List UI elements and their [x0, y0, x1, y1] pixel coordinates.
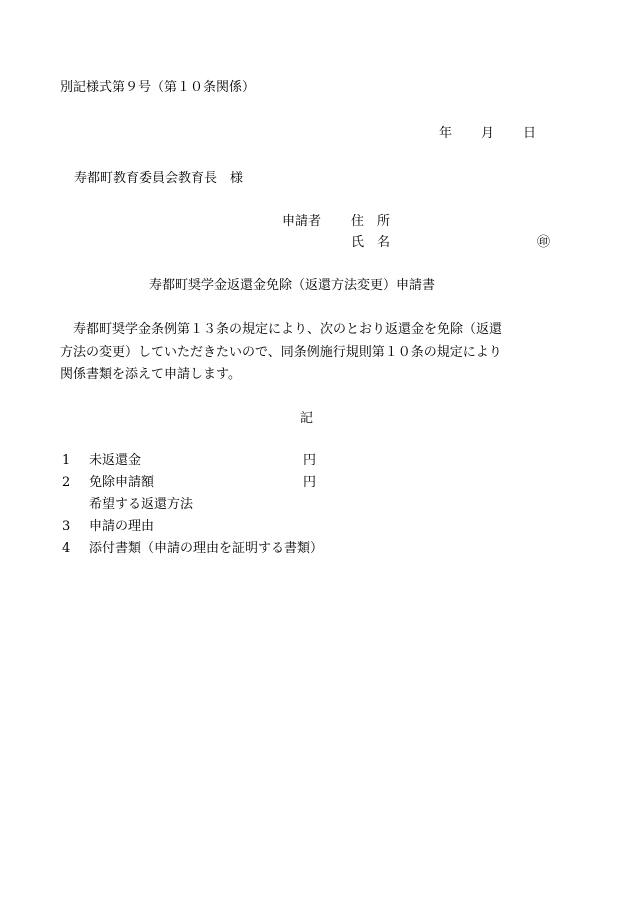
item-unit: 円 [303, 453, 317, 468]
item-unit: 円 [303, 475, 317, 490]
form-label: 別記様式第９号（第１０条関係） [60, 80, 256, 95]
item-label: 免除申請額 [89, 475, 155, 490]
item-label: 希望する返還方法 [89, 497, 194, 512]
seal-mark: ㊞ [537, 235, 551, 250]
item-label: 添付書類（申請の理由を証明する書類） [89, 541, 324, 556]
body-paragraph [60, 319, 560, 387]
ki-heading: 記 [300, 411, 314, 426]
applicant-label: 申請者 [282, 214, 322, 229]
body-line-2: 方法の変更）していただきたいので、同条例施行規則第１０条の規定により [60, 344, 502, 360]
body-line-1: 寿都町奨学金条例第１３条の規定により、次のとおり返還金を免除（返還 [60, 322, 503, 337]
document-title: 寿都町奨学金返還金免除（返還方法変更）申請書 [149, 278, 436, 293]
body-line-3: 関係書類を添えて申請します。 [60, 367, 241, 382]
date-month-label: 月 [481, 126, 495, 141]
item-label: 未返還金 [89, 453, 142, 468]
item-number: 2 [62, 475, 71, 490]
item-label: 申請の理由 [89, 519, 155, 534]
item-number: 1 [62, 453, 71, 468]
date-year-label: 年 [439, 126, 453, 141]
item-number: 4 [62, 541, 71, 556]
applicant-name-label: 氏 名 [351, 235, 391, 250]
date-day-label: 日 [523, 126, 537, 141]
applicant-address-label: 住 所 [351, 214, 391, 229]
item-number: 3 [62, 519, 71, 534]
addressee: 寿都町教育委員会教育長 様 [74, 171, 244, 186]
